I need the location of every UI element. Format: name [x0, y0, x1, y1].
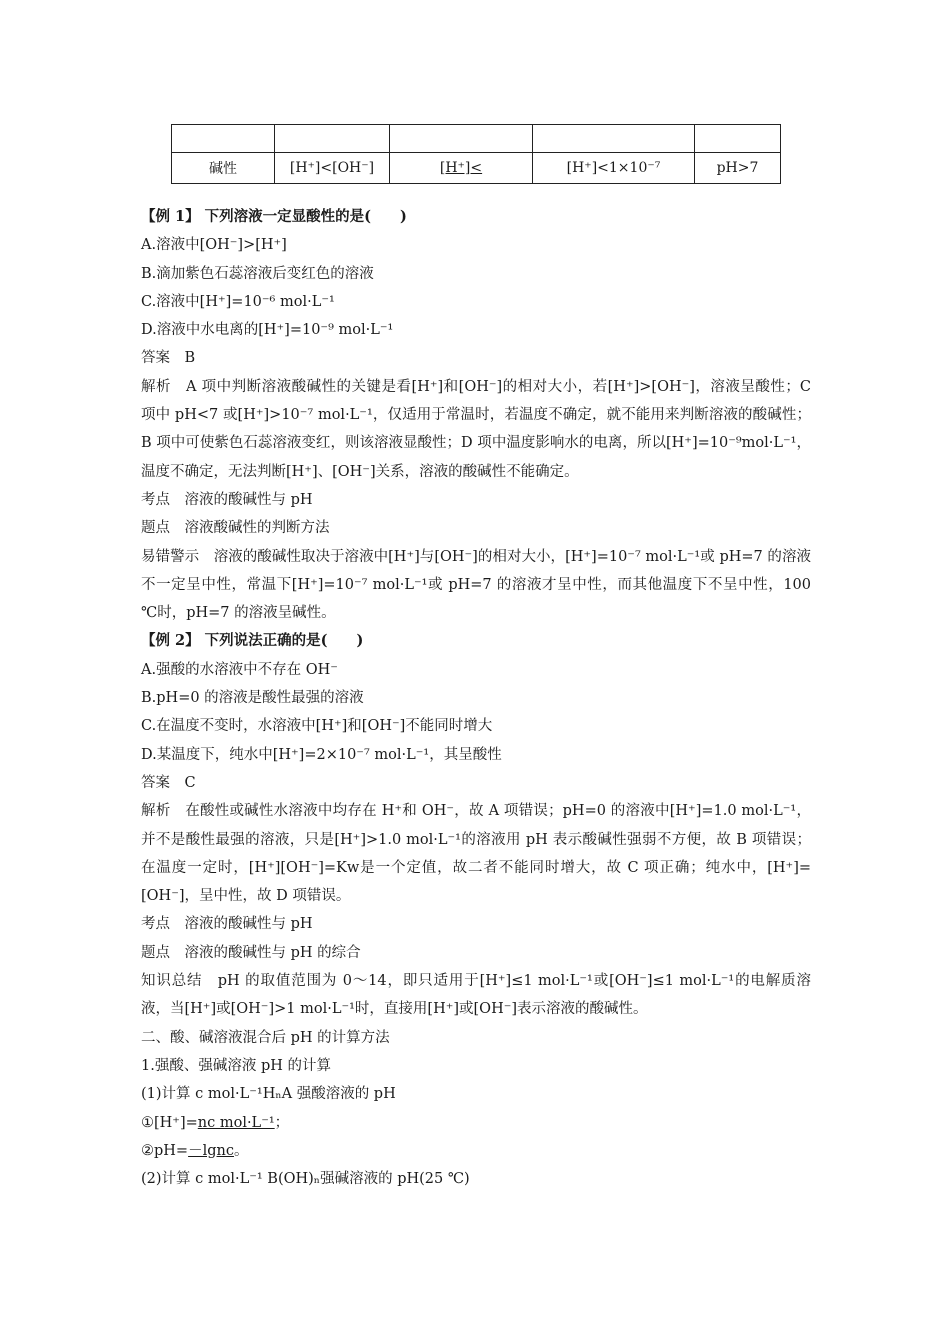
option-d: D.某温度下，纯水中[H⁺]=2×10⁻⁷ mol·L⁻¹，其呈酸性	[141, 746, 502, 763]
table-cell: [H⁺]<[OH⁻]	[275, 153, 390, 184]
table-cell-label: 碱性	[172, 153, 275, 184]
example-1-title: 【例 1】 下列溶液一定显酸性的是( )	[141, 208, 407, 225]
table-cell: pH>7	[695, 153, 781, 184]
option-c: C.溶液中[H⁺]=10⁻⁶ mol·L⁻¹	[141, 293, 335, 310]
formula-answer: －lgnc	[188, 1142, 234, 1159]
calc-item-1: (1)计算 c mol·L⁻¹HₙA 强酸溶液的 pH	[141, 1086, 396, 1103]
table-row	[172, 125, 781, 153]
analysis: 解析 在酸性或碱性水溶液中均存在 H⁺和 OH⁻，故 A 项错误；pH=0 的溶液中[H⁺]=1.0 mol·L⁻¹，并不是酸性最强的溶液，只是[H⁺]>1.0 mol·L⁻¹的溶液用 pH 表示酸碱性强弱不方便，故 B 项错误；在温度一定时，[H⁺][OH⁻]=Kw是一个定值，故二者不能同时增大，故 C 项正确；纯水中，[H⁺]=[OH⁻]，呈中性，故 D 项错误。	[141, 803, 811, 905]
knowledge-summary: 知识总结 pH 的取值范围为 0～14，即只适用于[H⁺]≤1 mol·L⁻¹或[OH⁻]≤1 mol·L⁻¹的电解质溶液，当[H⁺]或[OH⁻]>1 mol·L⁻¹时，直接用[H⁺]或[OH⁻]表示溶液的酸碱性。	[141, 973, 811, 1018]
subsection-heading: 1.强酸、强碱溶液 pH 的计算	[141, 1057, 331, 1074]
document-body	[141, 203, 811, 1193]
analysis: 解析 A 项中判断溶液酸碱性的关键是看[H⁺]和[OH⁻]的相对大小，若[H⁺]>[OH⁻]，溶液呈酸性；C 项中 pH<7 或[H⁺]>10⁻⁷ mol·L⁻¹，仅适用于常温时，若温度不确定，就不能用来判断溶液的酸碱性；B 项中可使紫色石蕊溶液变红，则该溶液显酸性；D 项中温度影响水的电离，所以[H⁺]=10⁻⁹mol·L⁻¹，温度不确定，无法判断[H⁺]、[OH⁻]关系，溶液的酸碱性不能确定。	[141, 378, 811, 480]
option-a: A.强酸的水溶液中不存在 OH⁻	[141, 661, 338, 678]
acid-base-table	[171, 124, 781, 184]
formula-h-concentration: ①[H⁺]=nc mol·L⁻¹；	[141, 1114, 290, 1131]
formula-answer: nc mol·L⁻¹	[197, 1114, 275, 1131]
option-a: A.溶液中[OH⁻]>[H⁺]	[141, 237, 287, 254]
kaodian: 考点 溶液的酸碱性与 pH	[141, 916, 313, 933]
answer: 答案 C	[141, 774, 196, 791]
option-b: B.pH=0 的溶液是酸性最强的溶液	[141, 690, 364, 707]
kaodian: 考点 溶液的酸碱性与 pH	[141, 491, 313, 508]
section-heading: 二、酸、碱溶液混合后 pH 的计算方法	[141, 1029, 390, 1046]
option-b: B.滴加紫色石蕊溶液后变红色的溶液	[141, 265, 374, 282]
example-2-title: 【例 2】 下列说法正确的是( )	[141, 632, 364, 650]
warning: 易错警示 溶液的酸碱性取决于溶液中[H⁺]与[OH⁻]的相对大小，[H⁺]=10⁻⁷ mol·L⁻¹或 pH=7 的溶液不一定呈中性，常温下[H⁺]=10⁻⁷ mol·L⁻¹或 pH=7 的溶液才呈中性，而其他温度下不呈中性，100 ℃时，pH=7 的溶液呈碱性。	[141, 548, 811, 622]
option-d: D.溶液中水电离的[H⁺]=10⁻⁹ mol·L⁻¹	[141, 322, 394, 339]
calc-item-2: (2)计算 c mol·L⁻¹ B(OH)ₙ强碱溶液的 pH(25 ℃)	[141, 1171, 470, 1188]
tidian: 题点 溶液的酸碱性与 pH 的综合	[141, 944, 361, 961]
table-cell: [H⁺]<1×10⁻⁷	[533, 153, 695, 184]
formula-ph: ②pH=－lgnc。	[141, 1142, 249, 1159]
table-cell: [H⁺]<	[390, 153, 533, 184]
tidian: 题点 溶液酸碱性的判断方法	[141, 520, 330, 537]
answer: 答案 B	[141, 350, 196, 367]
option-c: C.在温度不变时，水溶液中[H⁺]和[OH⁻]不能同时增大	[141, 718, 493, 735]
table-row	[172, 153, 781, 184]
